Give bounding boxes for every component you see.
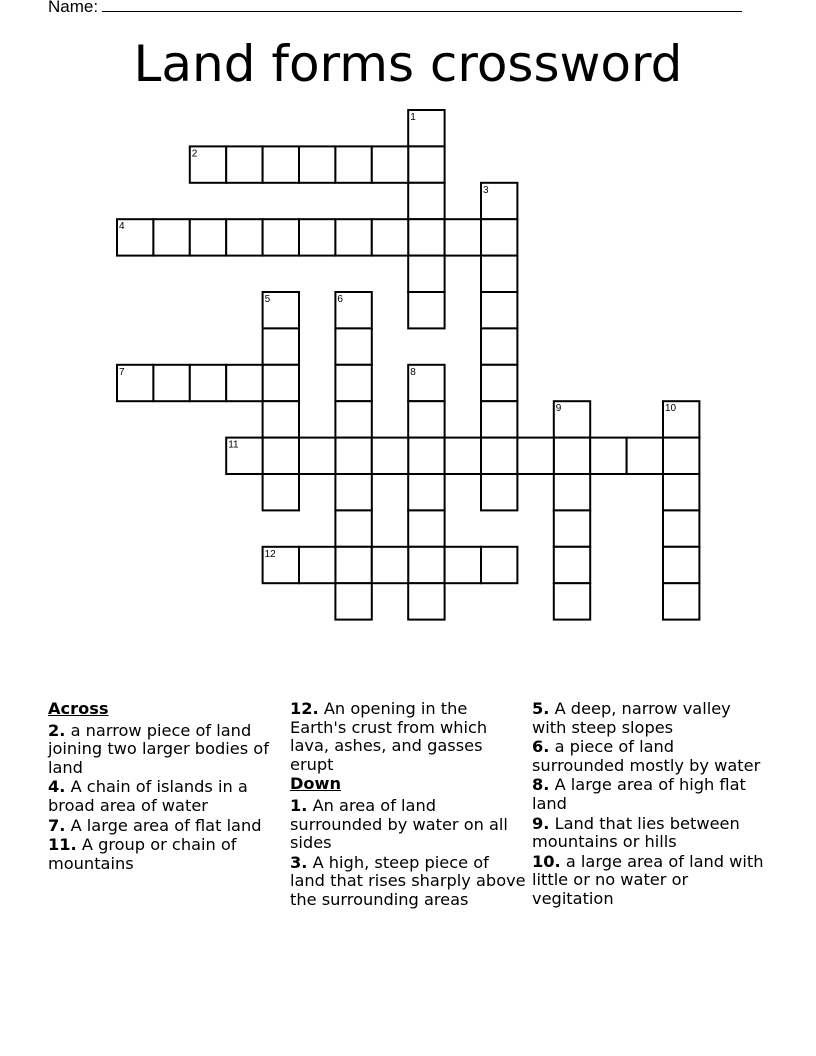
clue-across-11: 11. A group or chain of mountains: [48, 835, 237, 873]
grid-cell[interactable]: [554, 583, 590, 619]
clue-across-7: 7. A large area of flat land: [48, 815, 262, 835]
grid-cell[interactable]: [372, 438, 408, 474]
grid-cell[interactable]: [481, 401, 517, 437]
grid-cell[interactable]: [226, 146, 262, 182]
name-label: Name:: [48, 0, 99, 16]
grid-cell[interactable]: [263, 146, 299, 182]
grid-cell[interactable]: [481, 328, 517, 364]
clue-down-1: 1. An area of land surrounded by water on all sides: [290, 795, 508, 853]
clue-number: 1: [410, 112, 416, 123]
clue-number: 5: [264, 294, 271, 305]
grid-cell[interactable]: [481, 547, 517, 583]
clue-down-9: 9. Land that lies between mountains or hills: [532, 813, 740, 852]
grid-cell[interactable]: [554, 510, 590, 546]
clue-number: 9: [555, 403, 562, 415]
grid-cell[interactable]: [335, 328, 371, 364]
clue-number: 4: [119, 221, 125, 233]
clue-number: 8: [410, 366, 416, 378]
grid-cell[interactable]: [335, 219, 371, 255]
grid-cell[interactable]: [590, 438, 626, 474]
grid-cell[interactable]: [153, 219, 189, 255]
grid-cell[interactable]: [226, 365, 262, 401]
clue-number: 6: [337, 294, 343, 305]
grid-cell[interactable]: [372, 146, 408, 182]
grid-cell[interactable]: [263, 219, 299, 255]
clue-number: 10: [665, 403, 677, 415]
across-heading: Across: [48, 699, 109, 718]
grid-cell[interactable]: [335, 583, 371, 619]
grid-cell[interactable]: [335, 547, 371, 583]
grid-cell[interactable]: [481, 219, 517, 255]
grid-cell[interactable]: [263, 365, 299, 401]
grid-cell[interactable]: [408, 474, 444, 510]
grid-cell[interactable]: [190, 219, 226, 255]
grid-cell[interactable]: [335, 365, 371, 401]
clue-down-3: 3. A high, steep piece of land that rises sharply above the surrounding areas: [290, 852, 526, 909]
grid-cell[interactable]: [299, 219, 335, 255]
clues-column-2: [290, 700, 526, 911]
clue-number: 11: [228, 439, 239, 451]
grid-cell[interactable]: [627, 438, 663, 474]
grid-cell[interactable]: [299, 547, 335, 583]
grid-cell[interactable]: [663, 510, 699, 546]
grid-cell[interactable]: [408, 183, 444, 219]
clue-across-2: 2. a narrow piece of land joining two larger bodies of land: [48, 720, 269, 777]
grid-cell[interactable]: [263, 438, 299, 474]
grid-cell[interactable]: [554, 438, 590, 474]
grid-cell[interactable]: [663, 438, 699, 474]
grid-cell[interactable]: [372, 547, 408, 583]
clue-across-12: 12. An opening in the Earth's crust from which lava, ashes, and gasses erupt: [290, 699, 488, 774]
grid-cell[interactable]: [445, 438, 481, 474]
grid-cell[interactable]: [190, 365, 226, 401]
grid-cell[interactable]: [408, 401, 444, 437]
clue-down-5: 5. A deep, narrow valley with steep slopes: [532, 699, 731, 737]
page-title: Land forms crossword: [133, 35, 683, 93]
grid-cell[interactable]: [408, 219, 444, 255]
clue-down-8: 8. A large area of high flat land: [532, 775, 746, 813]
clue-number: 2: [191, 148, 198, 160]
grid-cell[interactable]: [335, 146, 371, 182]
clues-column-3: [532, 700, 768, 910]
grid-cell[interactable]: [408, 256, 444, 292]
grid-cell[interactable]: [663, 583, 699, 619]
clue-number: 12: [264, 548, 276, 560]
grid-cell[interactable]: [299, 438, 335, 474]
grid-cell[interactable]: [554, 474, 590, 510]
down-heading: Down: [290, 774, 342, 794]
clue-down-6: 6. a piece of land surrounded mostly by water: [532, 737, 761, 775]
grid-cell[interactable]: [445, 219, 481, 255]
grid-cell[interactable]: [481, 365, 517, 401]
grid-cell[interactable]: [408, 146, 444, 182]
grid-cell[interactable]: [408, 510, 444, 546]
grid-cell[interactable]: [226, 219, 262, 255]
grid-cell[interactable]: [153, 365, 189, 401]
grid-cell[interactable]: [372, 219, 408, 255]
grid-cell[interactable]: [263, 328, 299, 364]
clue-number: 7: [119, 366, 125, 378]
grid-cell[interactable]: [408, 583, 444, 619]
grid-cell[interactable]: [663, 547, 699, 583]
grid-cell[interactable]: [299, 146, 335, 182]
grid-cell[interactable]: [481, 474, 517, 510]
grid-cell[interactable]: [335, 474, 371, 510]
grid-cell[interactable]: [481, 292, 517, 328]
clue-across-4: 4. A chain of islands in a broad area of water: [48, 777, 248, 815]
grid-cell[interactable]: [335, 510, 371, 546]
grid-cell[interactable]: [335, 401, 371, 437]
clue-number: 3: [483, 184, 489, 196]
grid-cell[interactable]: [335, 438, 371, 474]
grid-cell[interactable]: [554, 547, 590, 583]
grid-cell[interactable]: [408, 547, 444, 583]
grid-cell[interactable]: [481, 256, 517, 292]
grid-cell[interactable]: [517, 438, 553, 474]
grid-cell[interactable]: [263, 474, 299, 510]
grid-cell[interactable]: [408, 292, 444, 328]
clue-down-10: 10. a large area of land with little or no water or vegitation: [532, 851, 764, 908]
grid-cell[interactable]: [445, 547, 481, 583]
grid-cell[interactable]: [481, 438, 517, 474]
grid-cell[interactable]: [263, 401, 299, 437]
clues-column-1: [48, 700, 284, 874]
grid-cell[interactable]: [663, 474, 699, 510]
grid-cell[interactable]: [408, 438, 444, 474]
